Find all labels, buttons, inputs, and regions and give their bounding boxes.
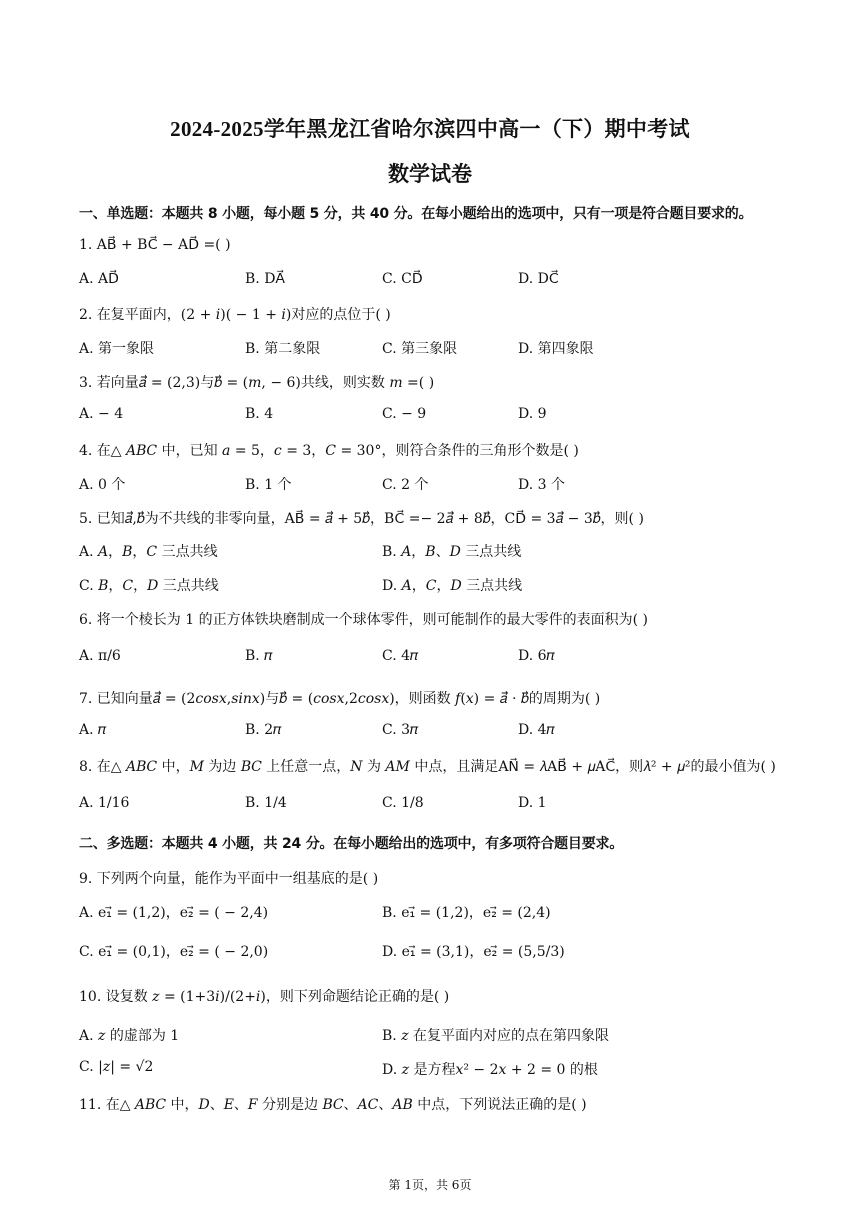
section-single-choice-heading: 一、单选题：本题共 8 小题，每小题 5 分，共 40 分。在每小题给出的选项中，只有一项是符合题目要求的。 bbox=[79, 206, 753, 222]
question-9-option-b: B. e₁⃗ = (1,2)，e₂⃗ = (2,4) bbox=[382, 905, 551, 921]
question-1-option-c: C. CD⃗ bbox=[382, 271, 423, 287]
question-2-option-b: B. 第二象限 bbox=[245, 341, 321, 357]
question-2-option-d: D. 第四象限 bbox=[518, 341, 594, 357]
question-1-stem: 1. AB⃗ + BC⃗ − AD⃗ =( ) bbox=[79, 237, 231, 253]
question-10-option-b: B. 𝑧 在复平面内对应的点在第四象限 bbox=[382, 1028, 610, 1044]
question-7-option-b: B. 2𝜋 bbox=[245, 722, 282, 738]
question-3-option-d: D. 9 bbox=[518, 406, 547, 422]
exam-title: 2024-2025学年黑龙江省哈尔滨四中高一（下）期中考试 bbox=[170, 117, 690, 141]
question-4-option-d: D. 3 个 bbox=[518, 477, 565, 493]
page-footer: 第 1页，共 6页 bbox=[388, 1178, 472, 1192]
question-9-option-c: C. e₁⃗ = (0,1)，e₂⃗ = ( − 2,0) bbox=[79, 944, 269, 960]
question-6-option-d: D. 6𝜋 bbox=[518, 648, 555, 664]
question-8-option-a: A. 1/16 bbox=[79, 795, 130, 811]
question-9-option-a: A. e₁⃗ = (1,2)，e₂⃗ = ( − 2,4) bbox=[79, 905, 269, 921]
question-10-option-d: D. 𝑧 是方程𝑥² − 2𝑥 + 2 = 0 的根 bbox=[382, 1062, 598, 1078]
question-10-option-a: A. 𝑧 的虚部为 1 bbox=[79, 1028, 180, 1044]
section-multi-choice-heading: 二、多选题：本题共 4 小题，共 24 分。在每小题给出的选项中，有多项符合题目要求。 bbox=[79, 836, 624, 852]
question-3-stem: 3. 若向量𝑎⃗ = (2,3)与𝑏⃗ = (𝑚, − 6)共线，则实数 𝑚 =( ) bbox=[79, 375, 435, 391]
question-5-option-d: D. 𝐴，𝐶，𝐷 三点共线 bbox=[382, 578, 523, 594]
question-1-option-a: A. AD⃗ bbox=[79, 271, 119, 287]
question-10-option-c: C. |𝑧| = √2 bbox=[79, 1059, 154, 1075]
question-2-option-a: A. 第一象限 bbox=[79, 341, 155, 357]
question-7-option-c: C. 3𝜋 bbox=[382, 722, 419, 738]
question-5-option-c: C. 𝐵，𝐶，𝐷 三点共线 bbox=[79, 578, 219, 594]
question-11-stem: 11. 在△ 𝐴𝐵𝐶 中，𝐷、𝐸、𝐹 分别是边 𝐵𝐶、𝐴𝐶、𝐴𝐵 中点，下列说法正确的是( ) bbox=[79, 1097, 587, 1113]
question-1-option-b: B. DA⃗ bbox=[245, 271, 285, 287]
question-10-stem: 10. 设复数 𝑧 = (1+3𝑖)/(2+𝑖)，则下列命题结论正确的是( ) bbox=[79, 989, 450, 1005]
question-3-option-c: C. − 9 bbox=[382, 406, 427, 422]
question-6-option-a: A. π/6 bbox=[79, 648, 121, 664]
question-5-option-a: A. 𝐴，𝐵，𝐶 三点共线 bbox=[79, 544, 218, 560]
question-8-option-b: B. 1/4 bbox=[245, 795, 287, 811]
question-2-option-c: C. 第三象限 bbox=[382, 341, 458, 357]
question-1-option-d: D. DC⃗ bbox=[518, 271, 559, 287]
question-6-option-b: B. 𝜋 bbox=[245, 648, 273, 664]
question-8-stem: 8. 在△ 𝐴𝐵𝐶 中，𝑀 为边 𝐵𝐶 上任意一点，𝑁 为 𝐴𝑀 中点，且满足AN⃗ = 𝜆AB⃗ + 𝜇AC⃗，则𝜆² + 𝜇²的最小值为( ) bbox=[79, 759, 776, 775]
question-4-stem: 4. 在△ 𝐴𝐵𝐶 中，已知 𝑎 = 5，𝑐 = 3，𝐶 = 30°，则符合条件的三角形个数是( ) bbox=[79, 443, 579, 459]
question-8-option-d: D. 1 bbox=[518, 795, 547, 811]
question-6-option-c: C. 4𝜋 bbox=[382, 648, 419, 664]
question-9-option-d: D. e₁⃗ = (3,1)，e₂⃗ = (5,5/3) bbox=[382, 944, 565, 960]
question-3-option-b: B. 4 bbox=[245, 406, 274, 422]
exam-subtitle: 数学试卷 bbox=[388, 162, 472, 186]
question-7-stem: 7. 已知向量𝑎⃗ = (2𝑐𝑜𝑠𝑥,𝑠𝑖𝑛𝑥)与𝑏⃗ = (𝑐𝑜𝑠𝑥,2𝑐𝑜𝑠𝑥)，则函数 𝑓(𝑥) = 𝑎⃗ ⋅ 𝑏⃗的周期为( ) bbox=[79, 691, 601, 707]
question-4-option-c: C. 2 个 bbox=[382, 477, 429, 493]
question-8-option-c: C. 1/8 bbox=[382, 795, 424, 811]
question-9-stem: 9. 下列两个向量，能作为平面中一组基底的是( ) bbox=[79, 871, 379, 887]
question-7-option-a: A. 𝜋 bbox=[79, 722, 107, 738]
question-2-stem: 2. 在复平面内，(2 + 𝑖)( − 1 + 𝑖)对应的点位于( ) bbox=[79, 307, 391, 323]
question-3-option-a: A. − 4 bbox=[79, 406, 124, 422]
question-4-option-b: B. 1 个 bbox=[245, 477, 292, 493]
question-5-option-b: B. 𝐴，𝐵、𝐷 三点共线 bbox=[382, 544, 522, 560]
question-4-option-a: A. 0 个 bbox=[79, 477, 126, 493]
question-5-stem: 5. 已知𝑎⃗,𝑏⃗为不共线的非零向量，AB⃗ = 𝑎⃗ + 5𝑏⃗，BC⃗ =− 2𝑎⃗ + 8𝑏⃗，CD⃗ = 3𝑎⃗ − 3𝑏⃗，则( ) bbox=[79, 511, 644, 527]
question-7-option-d: D. 4𝜋 bbox=[518, 722, 555, 738]
question-6-stem: 6. 将一个棱长为 1 的正方体铁块磨制成一个球体零件，则可能制作的最大零件的表面积为( ) bbox=[79, 612, 648, 628]
